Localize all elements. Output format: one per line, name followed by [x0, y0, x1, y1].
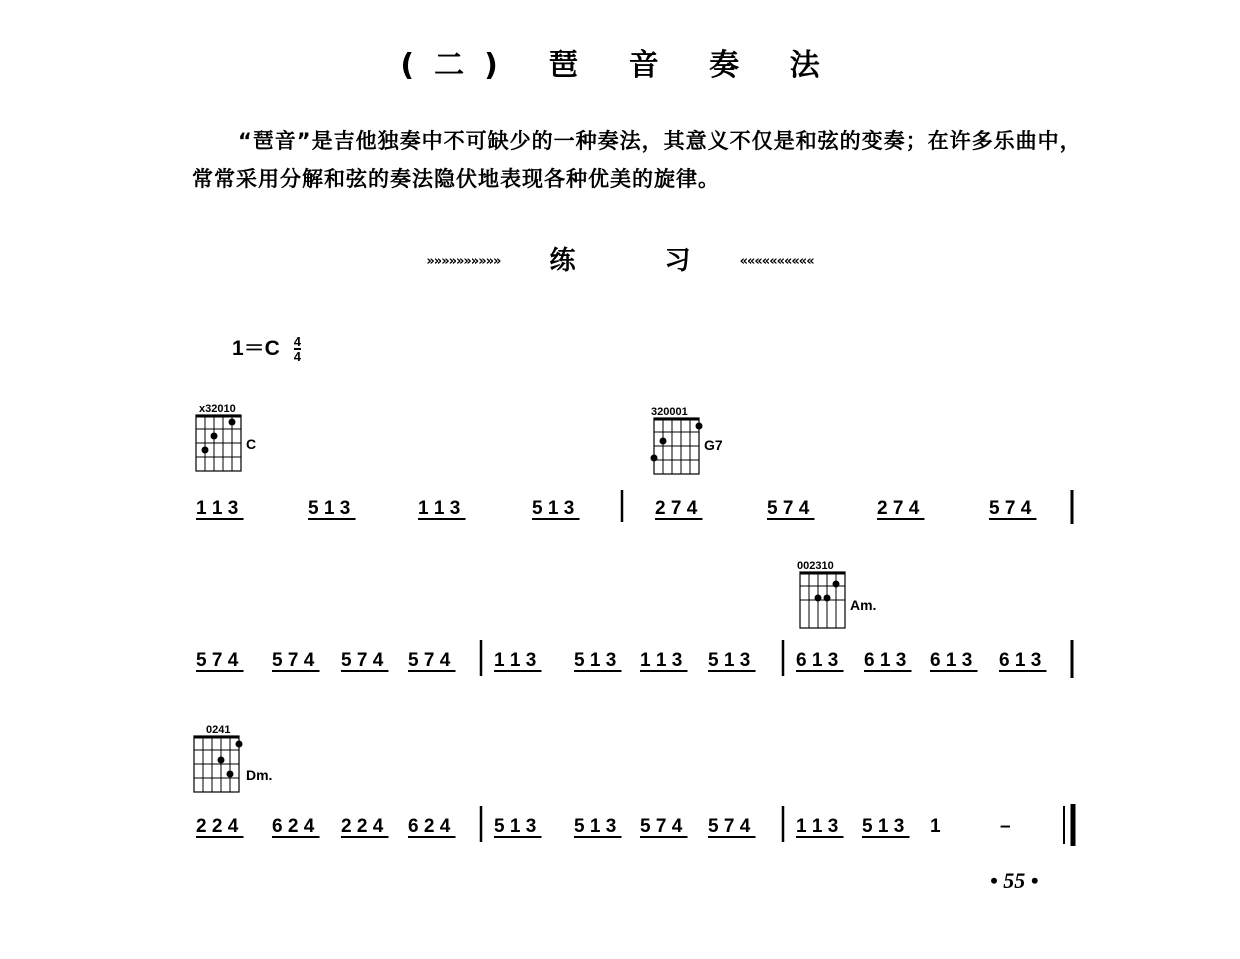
note-group: 5 1 3 [532, 498, 575, 519]
exercise-char-1: 练 [549, 246, 576, 276]
note-group: 5 1 3 [708, 650, 751, 671]
note-group: 1 1 3 [494, 650, 537, 671]
time-bottom: 4 [293, 349, 301, 365]
note-group: 6 1 3 [930, 650, 973, 671]
note-group: 6 1 3 [796, 650, 839, 671]
note-group: 1 [930, 816, 941, 837]
chord-diagram-dm [194, 724, 272, 792]
note-group: 6 2 4 [272, 816, 315, 837]
right-arrows: «««««««««« [739, 254, 814, 269]
note-group: 5 7 4 [989, 498, 1032, 519]
note-group: 1 1 3 [418, 498, 461, 519]
note-group: 5 1 3 [574, 650, 617, 671]
chord-diagram-g7 [651, 406, 723, 474]
note-group: 2 7 4 [877, 498, 920, 519]
note-group: 5 7 4 [272, 650, 315, 671]
chord-name: G7 [704, 437, 723, 453]
note-group: 5 1 3 [574, 816, 617, 837]
note-group: 5 1 3 [494, 816, 537, 837]
note-group: 6 1 3 [999, 650, 1042, 671]
note-group: – [1000, 816, 1011, 837]
note-group: 6 2 4 [408, 816, 451, 837]
chord-name: Dm. [246, 767, 273, 783]
chord-diagram-c [196, 403, 256, 471]
chord-fingering: 0241 [206, 724, 231, 736]
chord-fingering: x32010 [199, 403, 236, 415]
chord-diagram-am [797, 560, 876, 628]
exercise-char-2: 习 [664, 246, 691, 276]
note-group: 1 1 3 [196, 498, 239, 519]
note-group: 2 2 4 [196, 816, 239, 837]
section-title: (二) 琶 音 奏 法 [400, 48, 840, 83]
note-group: 6 1 3 [864, 650, 907, 671]
chord-fingering: 002310 [797, 560, 834, 572]
note-group: 5 7 4 [341, 650, 384, 671]
note-group: 5 7 4 [767, 498, 810, 519]
note-group: 2 2 4 [341, 816, 384, 837]
note-group: 5 7 4 [640, 816, 683, 837]
note-group: 5 7 4 [196, 650, 239, 671]
time-top: 4 [293, 334, 301, 350]
note-group: 5 7 4 [408, 650, 451, 671]
chord-name: C [246, 436, 257, 452]
note-group: 5 7 4 [708, 816, 751, 837]
key-label: 1＝C [232, 337, 280, 360]
chord-name: Am. [850, 597, 877, 613]
note-group: 1 1 3 [640, 650, 683, 671]
note-group: 5 1 3 [862, 816, 905, 837]
notes-layer [196, 498, 1047, 837]
note-group: 5 1 3 [308, 498, 351, 519]
page-number: • 55 • [990, 868, 1039, 893]
note-group: 1 1 3 [796, 816, 839, 837]
left-arrows: »»»»»»»»»» [426, 254, 501, 269]
note-group: 2 7 4 [655, 498, 698, 519]
intro-paragraph: “琶音”是吉他独奏中不可缺少的一种奏法，其意义不仅是和弦的变奏；在许多乐曲中，常常采用分解和弦的奏法隐伏地表现各种优美的旋律。 [192, 129, 1082, 191]
chord-fingering: 320001 [651, 406, 688, 418]
